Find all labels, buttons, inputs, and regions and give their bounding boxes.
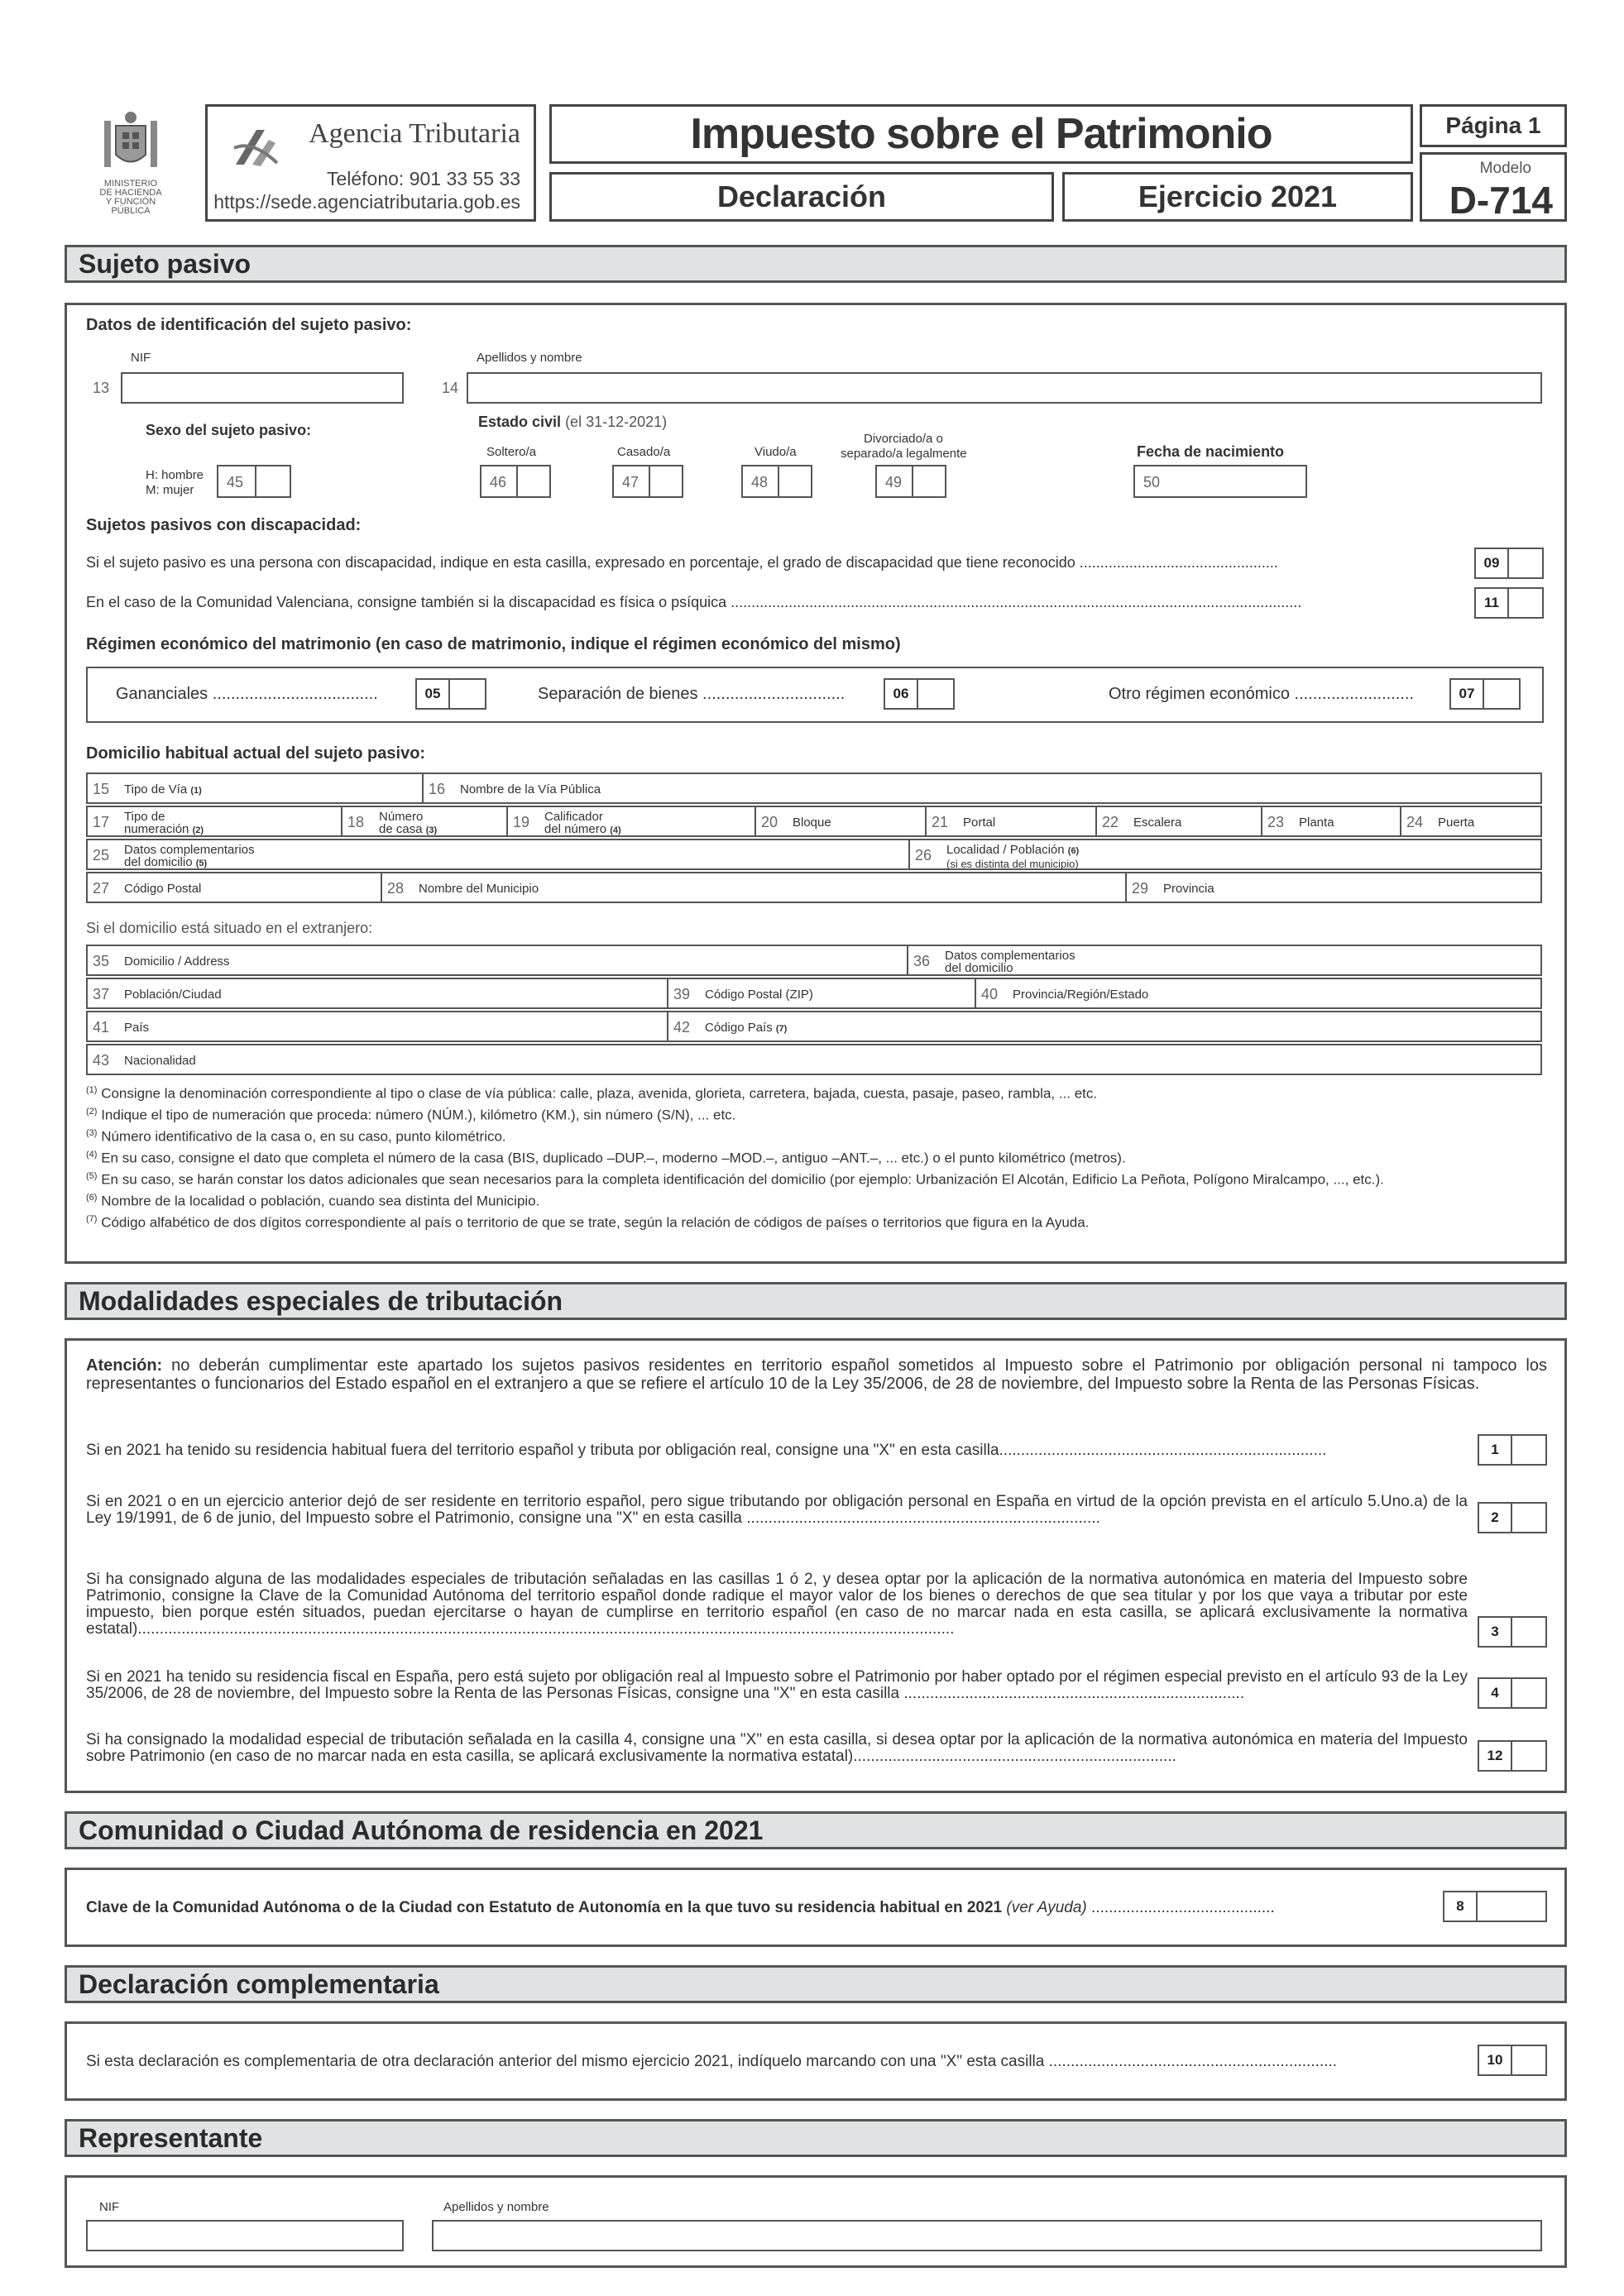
box-number-47: 47 [622, 474, 640, 490]
pais-cell[interactable]: 41 País [93, 1019, 150, 1036]
complementaria-text: Si esta declaración es complementaria de otra declaración anterior del mismo ejercicio 2021, indíquelo marcando con una "X" esta casilla .................................................................. [86, 2053, 1338, 2070]
discapacidad-text-2: En el caso de la Comunidad Valenciana, consigne también si la discapacidad es física o psíquica .......................................................................................................................................... [86, 594, 1302, 610]
nacionalidad-cell[interactable]: 43 Nacionalidad [93, 1052, 196, 1069]
section-comunidad: Comunidad o Ciudad Autónoma de residencia en 2021 [65, 1811, 1567, 1849]
nif-label: NIF [131, 351, 151, 365]
modalidad-text-2: Si en 2021 o en un ejercicio anterior dejó de ser residente en territorio español, pero sigue tributando por obligación personal en España en virtud de la opción prevista en el artículo 5.Uno.a) de la Ley 19/1991, de 6 de junio, del Impuesto sobre el Patrimonio, consigne una "X" en esta casilla ................................................................................. [86, 1494, 1468, 1527]
discapacidad-title: Sujetos pasivos con discapacidad: [86, 516, 362, 534]
box-number-25: 25 [93, 847, 110, 863]
footnote-7: $^{(7)}$ Código alfabético de dos dígitos correspondiente al país o territorio de que se trate, según la relación de códigos de países o territorios que figura en la Ayuda. [86, 1214, 1090, 1231]
atencion-text: Atención: no deberán cumplimentar este apartado los sujetos pasivos residentes en territorio español sometidos al Impuesto sobre el Patrimonio por obligación personal ni tampoco los representantes o funcionarios del Estado español en el extranjero a que se refiere el artículo 10 de la Ley 35/2006, de 28 de noviembre, del Impuesto sobre la Renta de las Personas Físicas. [86, 1356, 1547, 1393]
box-number-09: 09 [1476, 549, 1509, 577]
form-subtitle: Declaración [716, 179, 887, 213]
footnote-6: $^{(6)}$ Nombre de la localidad o población, cuando sea distinta del Municipio. [86, 1193, 540, 1209]
box-number-37: 37 [93, 986, 110, 1002]
zip-cell[interactable]: 39 Código Postal (ZIP) [667, 979, 975, 1007]
otro-regimen-label: Otro régimen económico .......................... [1109, 685, 1415, 703]
bloque-cell[interactable]: 20 Bloque [755, 807, 925, 835]
codigo-pais-cell[interactable]: 42 Código País (7) [667, 1012, 1540, 1040]
discapacidad-text-1: Si el sujeto pasivo es una persona con discapacidad, indique en esta casilla, expresado en porcentaje, el grado de discapacidad que tiene reconocido ................................................ [86, 554, 1278, 571]
estado-label: Estado civil [478, 414, 562, 430]
estado-title [478, 414, 667, 431]
sexo-box[interactable] [217, 465, 291, 498]
box-number-17: 17 [93, 814, 110, 830]
modalidad-text-5: Si ha consignado la modalidad especial de tributación señalada en la casilla 4, consigne una "X" en esta casilla, si desea optar por la aplicación de la normativa autonómica en materia del Impuesto sobre Patrimonio (en caso de no marcar nada en esta casilla, se aplicará exclusivamente la normativa estatal).......................................................................... [86, 1732, 1468, 1765]
planta-cell[interactable]: 23 Planta [1261, 807, 1400, 835]
soltero-box[interactable] [480, 465, 551, 498]
agency-box [205, 104, 536, 222]
extranjero-row-4 [86, 1044, 1542, 1075]
apellidos-input[interactable] [467, 372, 1542, 404]
comunidad-text: Clave de la Comunidad Autónoma o de la Ciudad con Estatuto de Autonomía en la que tuvo su residencia habitual en 2021 (ver Ayuda) .......................................... [86, 1899, 1275, 1916]
section-representante: Representante [65, 2119, 1567, 2157]
modalidad-box-3[interactable] [1478, 1616, 1547, 1648]
modalidad-box-12[interactable] [1478, 1740, 1547, 1772]
discapacidad-box-09[interactable] [1474, 548, 1544, 579]
otro-regimen-box-07[interactable] [1449, 678, 1521, 710]
box-number-22: 22 [1102, 814, 1119, 830]
footnote-2: $^{(2)}$ Indique el tipo de numeración que proceda: número (NÚM.), kilómetro (KM.), sin número (S/N), ... etc. [86, 1107, 736, 1123]
page-box [1420, 104, 1567, 147]
representante-nif-label: NIF [99, 2200, 120, 2214]
box-number-14: 14 [442, 380, 459, 396]
representante-apellidos-label: Apellidos y nombre [443, 2200, 549, 2214]
extranjero-row-3 [86, 1011, 1542, 1042]
box-number-46: 46 [490, 474, 507, 490]
codigo-postal-cell[interactable]: 27 Código Postal [93, 880, 202, 897]
extranjero-row-2 [86, 978, 1542, 1009]
box-number-4: 4 [1479, 1679, 1512, 1707]
box-number-20: 20 [761, 814, 778, 830]
modalidad-text-3: Si ha consignado alguna de las modalidades especiales de tributación señaladas en las casillas 1 ó 2, y desea optar por la aplicación de la normativa autonómica en materia del Impuesto sobre Patrimonio, consigne la Clave de la Comunidad Autónoma del territorio español donde radique el mayor valor de los bienes o derechos de que sea titular y por los que vaya a tributar por este impuesto, bien porque estén situados, puedan ejercitarse o hayan de cumplirse en territorio español (en caso de no marcar nada en esta casilla, se aplicará exclusivamente la normativa estatal)........................................................................................................................................................................................... [86, 1571, 1468, 1638]
domicilio-title: Domicilio habitual actual del sujeto pasivo: [86, 744, 426, 763]
ident-title: Datos de identificación del sujeto pasivo: [86, 316, 412, 334]
box-number-24: 24 [1406, 814, 1424, 830]
agency-name: Agencia Tributaria [309, 118, 520, 149]
box-number-27: 27 [93, 880, 110, 897]
gananciales-box-05[interactable] [415, 678, 486, 710]
box-number-8: 8 [1444, 1892, 1478, 1921]
box-number-26: 26 [915, 847, 932, 863]
footnote-5: $^{(5)}$ En su caso, se harán constar los datos adicionales que sean necesarios para la completa identificación del domicilio (por ejemplo: Urbanización El Alcotán, Edificio La Peñota, Polígono Miralcampo, ..., etc.). [86, 1171, 1384, 1188]
agency-phone: Teléfono: 901 33 55 33 [326, 168, 520, 189]
estado-date: (el 31-12-2021) [565, 414, 668, 430]
hombre-label: H: hombre [146, 468, 204, 482]
divorciado-box[interactable] [875, 465, 946, 498]
box-number-45: 45 [227, 474, 244, 490]
mujer-label: M: mujer [146, 483, 194, 497]
localidad-cell[interactable]: 26 Localidad / Población (6) (si es distinta del municipio) [908, 840, 1540, 868]
ministry-logo [89, 109, 172, 216]
region-cell[interactable]: 40 Provincia/Región/Estado [975, 979, 1540, 1007]
separacion-label: Separación de bienes ............................... [538, 685, 846, 703]
box-number-12: 12 [1479, 1742, 1512, 1770]
domicilio-row-1 [86, 773, 1542, 804]
address-cell[interactable]: 35 Domicilio / Address [93, 953, 230, 969]
agency-logo-icon [228, 123, 285, 173]
apellidos-label: Apellidos y nombre [477, 351, 582, 365]
ministry-name-1: MINISTERIO [103, 179, 158, 189]
footnote-3: $^{(3)}$ Número identificativo de la casa o, en su caso, punto kilométrico. [86, 1128, 506, 1145]
complementaria-box-10[interactable] [1478, 2045, 1547, 2076]
tipo-via-label: Tipo de Vía (1) [124, 782, 202, 796]
domicilio-row-3 [86, 839, 1542, 870]
box-number-39: 39 [673, 986, 691, 1002]
domicilio-row-4 [86, 872, 1542, 903]
model-code: D-714 [1449, 179, 1553, 222]
ministry-name-3: Y FUNCIÓN PÚBLICA [105, 197, 156, 216]
box-number-35: 35 [93, 953, 110, 969]
modalidad-box-4[interactable] [1478, 1677, 1547, 1709]
fecha-title: Fecha de nacimiento [1137, 443, 1285, 460]
casado-box[interactable] [612, 465, 683, 498]
box-number-23: 23 [1267, 814, 1285, 830]
section-sujeto-pasivo: Sujeto pasivo [65, 245, 1567, 283]
nif-input[interactable] [121, 372, 404, 404]
poblacion-cell[interactable]: 37 Población/Ciudad [93, 986, 222, 1002]
portal-cell[interactable]: 21 Portal [925, 807, 1095, 835]
box-number-48: 48 [751, 474, 769, 490]
panel-modalidades [65, 1338, 1567, 1793]
sexo-title: Sexo del sujeto pasivo: [146, 422, 312, 438]
viudo-label: Viudo/a [755, 445, 797, 459]
viudo-box[interactable] [741, 465, 812, 498]
box-number-29: 29 [1132, 880, 1149, 897]
numero-casa-cell[interactable]: 18 Número de casa (3) [341, 807, 506, 835]
box-number-42: 42 [673, 1019, 691, 1036]
subtitle-box [549, 172, 1054, 222]
extranjero-row-1 [86, 945, 1542, 976]
soltero-label: Soltero/a [486, 445, 537, 459]
divorciado-label-2: separado/a legalmente [841, 447, 967, 461]
box-number-21: 21 [932, 814, 949, 830]
datos-compl-extranjero-cell[interactable]: 36 Datos complementarios del domicilio [907, 946, 1540, 974]
box-number-07: 07 [1451, 680, 1484, 708]
box-number-15: 15 [93, 781, 110, 797]
box-number-06: 06 [885, 680, 918, 708]
regimen-title: Régimen económico del matrimonio (en caso de matrimonio, indique el régimen económico del mismo) [86, 635, 901, 653]
box-number-49: 49 [885, 474, 903, 490]
model-label: Modelo [1479, 160, 1531, 177]
municipio-cell[interactable]: 28 Nombre del Municipio [381, 873, 1125, 902]
box-number-16: 16 [429, 781, 446, 797]
modalidad-text-4: Si en 2021 ha tenido su residencia fiscal en España, pero está sujeto por obligación real al Impuesto sobre el Patrimonio por haber optado por el régimen especial previsto en el artículo 93 de la Ley 35/2006, de 28 de noviembre, del Impuesto sobre la Renta de las Personas Físicas, consigne una "X" en esta casilla .............................................................................. [86, 1669, 1468, 1702]
casado-label: Casado/a [617, 445, 671, 459]
form-year: Ejercicio 2021 [1138, 179, 1338, 213]
modalidad-text-1: Si en 2021 ha tenido su residencia habitual fuera del territorio español y tributa por obligación real, consigne una "X" en esta casilla........................................................................... [86, 1442, 1327, 1459]
section-modalidades: Modalidades especiales de tributación [65, 1282, 1567, 1320]
box-number-50: 50 [1143, 474, 1161, 490]
model-box [1420, 152, 1567, 222]
ministry-name-2: DE HACIENDA [99, 188, 162, 198]
box-number-05: 05 [417, 680, 450, 708]
provincia-cell[interactable]: 29 Provincia [1125, 873, 1540, 902]
section-complementaria: Declaración complementaria [65, 1965, 1567, 2003]
agency-url: https://sede.agenciatributaria.gob.es [213, 191, 520, 213]
box-number-2: 2 [1479, 1504, 1512, 1532]
modalidad-box-1[interactable] [1478, 1434, 1547, 1466]
separacion-box-06[interactable] [884, 678, 955, 710]
coat-of-arms-icon [89, 109, 172, 175]
box-number-10: 10 [1479, 2046, 1512, 2074]
footnote-4: $^{(4)}$ En su caso, consigne el dato que completa el número de la casa (BIS, duplicado –DUP.–, moderno –MOD.–, antiguo –ANT.–, ... etc.) o el punto kilométrico (metros). [86, 1150, 1126, 1166]
puerta-cell[interactable]: 24 Puerta [1400, 807, 1540, 835]
form-title: Impuesto sobre el Patrimonio [690, 110, 1272, 158]
box-number-1: 1 [1479, 1436, 1512, 1464]
tipo-numeracion-cell[interactable]: 17 Tipo de numeración (2) [93, 810, 204, 836]
box-number-13: 13 [93, 380, 110, 396]
extranjero-title: Si el domicilio está situado en el extranjero: [86, 920, 373, 936]
discapacidad-box-11[interactable] [1474, 587, 1544, 619]
calificador-cell[interactable]: 19 Calificador del número (4) [506, 807, 755, 835]
box-number-36: 36 [913, 953, 931, 969]
divorciado-label-1: Divorciado/a o [864, 432, 943, 446]
box-number-41: 41 [93, 1019, 110, 1036]
gananciales-label: Gananciales .................................... [116, 685, 378, 703]
box-number-28: 28 [387, 880, 405, 897]
representante-nif-input[interactable] [86, 2220, 404, 2251]
modalidad-box-2[interactable] [1478, 1502, 1547, 1533]
nombre-via-cell[interactable] [422, 774, 1540, 802]
nombre-via-label: Nombre de la Vía Pública [460, 782, 601, 796]
box-number-40: 40 [981, 986, 999, 1002]
box-number-43: 43 [93, 1052, 110, 1069]
box-number-3: 3 [1479, 1618, 1512, 1646]
box-number-11: 11 [1476, 589, 1509, 617]
year-box [1062, 172, 1413, 222]
box-number-18: 18 [347, 814, 365, 830]
page-number: Página 1 [1445, 112, 1541, 138]
title-box [549, 104, 1413, 164]
datos-complementarios-cell[interactable]: 25 Datos complementarios del domicilio (5) [93, 843, 255, 869]
representante-apellidos-input[interactable] [432, 2220, 1542, 2251]
footnote-1: $^{(1)}$ Consigne la denominación correspondiente al tipo o clase de vía pública: calle, plaza, avenida, glorieta, carretera, bajada, cuesta, pasaje, paseo, rambla, ... etc. [86, 1085, 1098, 1102]
fecha-nacimiento-input[interactable] [1133, 465, 1307, 498]
box-number-19: 19 [513, 814, 530, 830]
escalera-cell[interactable]: 22 Escalera [1095, 807, 1261, 835]
comunidad-box-8[interactable] [1443, 1891, 1547, 1922]
domicilio-row-2 [86, 806, 1542, 837]
